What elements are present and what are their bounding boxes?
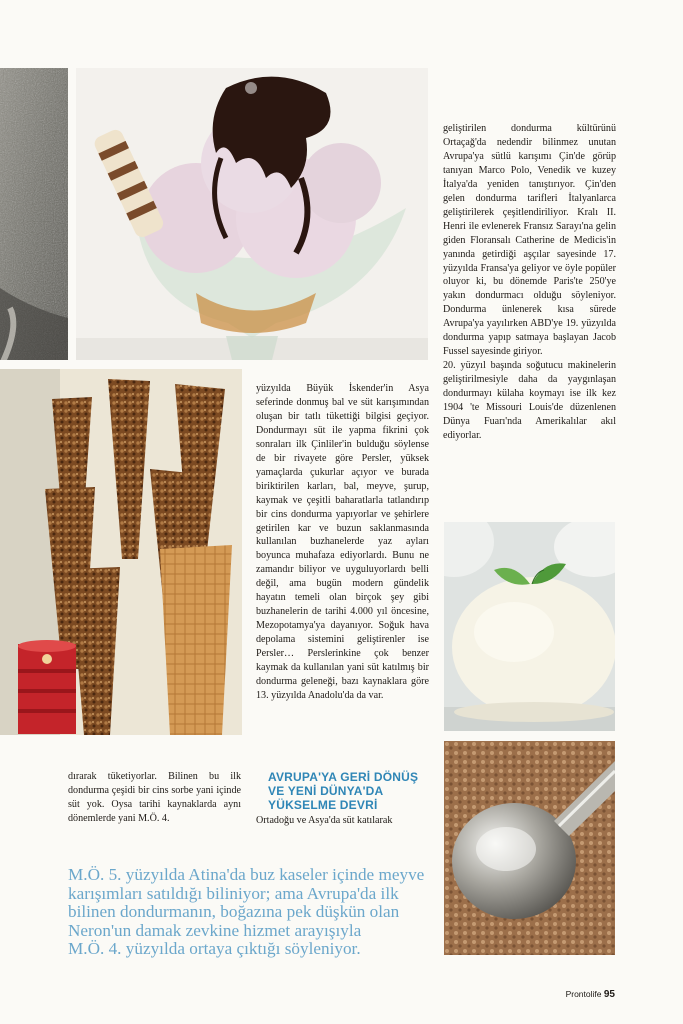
pull-quote-line: bilinen dondurmanın, boğazına pek düşkün olan [68, 902, 400, 922]
paragraph: dırarak tüketiyorlar. Bilinen bu ilk dondurma çeşidi bir cins sorbe yani içinde süt yok. Oysa tarihi kaynaklarda aynı dönemlerde yani M.Ö. 4. [68, 771, 241, 824]
heading-line: AVRUPA'YA GERİ DÖNÜŞ [268, 770, 419, 784]
text-column-right [443, 122, 616, 443]
paragraph: Ortadoğu ve Asya'da süt katılarak [256, 815, 393, 826]
brand-name: Prontolife [565, 989, 602, 999]
stone-texture-image [0, 68, 68, 360]
text-column-middle-bottom [256, 814, 429, 828]
heading-line: YÜKSELME DEVRİ [268, 798, 378, 812]
paragraph: 20. yüzyıl başında soğutucu makinelerin geliştirilmesiyle daha da yaygınlaşan dondurmayı külaha koymayı ise ilk kez 1904 'te Missouri Louis'de düzenlenen Dünya Fuarı'nda Amerikalılar akıl ediyorlar. [443, 360, 616, 441]
vanilla-scoop-image [444, 522, 615, 731]
scoop-tool-image [444, 741, 615, 955]
paragraph: geliştirilen dondurma kültürünü Ortaçağ'da nedendir bilinmez unutan Avrupa'ya sütlü karışımı Çin'de görüp tanıyan Marco Polo, Venedik ve kuzey İtalya'da yeniden tanıştırıyor. Çin'den gelen dondurma tarifleri İtalyanlarca geliştirilerek çeşitlendiriliyor. Kralı II. Henri ile evlenerek Fransız Sarayı'na gelin giden Floransalı Catherine de Medicis'in yanında getirdiği aşçılar sayesinde 17. yüzyılda Fransa'ya geliyor ve öyle popüler oluyor ki, bu dönemde Paris'te 250'ye yakın dondurmacı olduğu söyleniyor. Dondurma ünlenerek kısa sürede Avrupa'ya yayılırken ABD'ye 19. yüzyılda dondurma yapıp satmaya başlayan Jacob Fussel sayesinde giriyor. [443, 123, 616, 358]
text-column-left [68, 770, 241, 826]
pull-quote-line: M.Ö. 5. yüzyılda Atina'da buz kaseler içinde meyve [68, 865, 425, 884]
pull-quote-line: karışımları satıldığı biliniyor; ama Avrupa'da ilk [68, 883, 399, 903]
text-column-middle [256, 382, 429, 703]
pull-quote-line: M.Ö. 4. yüzyılda ortaya çıktığı söyleniyor. [68, 939, 361, 959]
paragraph: yüzyılda Büyük İskender'in Asya seferinde donmuş bal ve süt karışımından oluşan bir tatlı tükettiği bilgisi geçiyor. Dondurmayı süt ile yapma fikrini çok sonraları ilk Çinliler'in bulduğu söylense de bir rivayete göre Persler, yüksek yamaçlarda çukurlar açıyor ve burada biriktirilen karları, bal, meyve, şurup, kaymak ve çeşitli baharatlarla tatlandırıp bir cins dondurma yapıyorlar ve şehirlere getirilen kar ve buzun saklanmasında kullanılan buzhanelerde yaz ayları boyunca muhafaza ediyorlardı. Bunu ne zamandır biliyor ve uyguluyorlardı belli değil, ama bugün modern gündelik hayatın temeli olan birçok şey gibi buzhanelerin de tarihi 4.000 yıl öncesine, Mezopotamya'ya dayanıyor. Soğuk hava depolama sistemini geliştirenler ise Persler… Perslerinkine çok benzer kaymak da kullanılan yani süt katılmış bir dondurma geleneği, bazı kaynaklara göre 13. yüzyılda Anadolu'da da var. [256, 383, 429, 701]
heading-line: VE YENİ DÜNYA'DA [268, 784, 384, 798]
pull-quote-line: Neron'un damak zevkine hizmet arayışıyla [68, 920, 362, 940]
cones-stack-image [0, 369, 242, 735]
sundae-cup-image [76, 68, 428, 360]
pull-quote [68, 866, 438, 959]
section-heading [268, 770, 433, 812]
page-number: 95 [603, 989, 615, 1000]
page-footer [566, 989, 615, 1000]
